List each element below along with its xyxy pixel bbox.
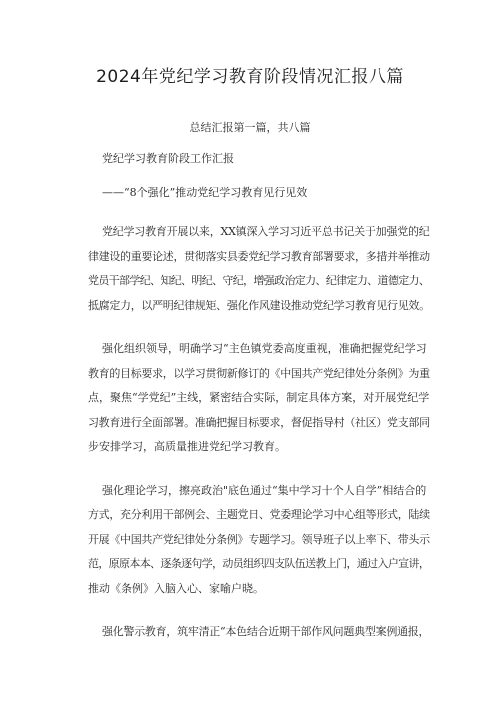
paragraph-line: 开展《中国共产党纪律处分条例》专题学习。领导班子以上率下、带头示 <box>88 533 430 546</box>
document-title: 2024年党纪学习教育阶段情况汇报八篇 <box>96 67 404 87</box>
section-heading: 党纪学习教育阶段工作汇报 <box>102 152 234 165</box>
section-tagline: ——“8个强化”推动党纪学习教育见行见效 <box>102 186 308 199</box>
paragraph-line: 教育的目标要求，以学习贯彻新修订的《中国共产党纪律处分条例》为重 <box>88 367 430 380</box>
paragraph-line: 点，聚焦“学党纪”主线，紧密结合实际，制定具体方案，对开展党纪学 <box>88 391 430 404</box>
paragraph-line: 强化理论学习，擦亮政治"底色通过“集中学习十个人自学”相结合的 <box>102 484 427 497</box>
paragraph-line: 律建设的重要论述，贯彻落实县委党纪学习教育部署要求，多措并举推动 <box>88 250 430 263</box>
paragraph-line: 方式，充分利用干部例会、主题党日、党委理论学习中心组等形式，陆续 <box>88 508 430 521</box>
paragraph-line: 范，原原本本、逐条逐句学，动员组织四支队伍送教上门，通过入户宣讲， <box>88 557 430 570</box>
paragraph-line: 强化警示教育，筑牢清正“本色结合近期干部作风问题典型案例通报， <box>102 625 430 638</box>
paragraph-line: 党纪学习教育开展以来，XX镇深入学习习近平总书记关于加强党的纪 <box>102 225 430 238</box>
paragraph-line: 抵腐定力，以严明纪律规矩、强化作风建设推动党纪学习教育见行见效。 <box>88 299 430 312</box>
document-subtitle: 总结汇报第一篇，共八篇 <box>189 121 311 134</box>
paragraph-line: 步安排学习，高质量推进党纪学习教育。 <box>88 440 286 453</box>
paragraph-line: 强化组织领导，明确学习“主色镇党委高度重视，准确把握党纪学习 <box>102 342 427 355</box>
paragraph-line: 习教育进行全面部署。准确把握目标要求，督促指导村（社区）党支部同 <box>88 416 430 429</box>
paragraph-line: 推动《条例》入脑入心、家喻户晓。 <box>88 582 264 595</box>
paragraph-line: 党员干部学纪、知纪、明纪、守纪，增强政治定力、纪律定力、道德定力、 <box>88 274 430 287</box>
